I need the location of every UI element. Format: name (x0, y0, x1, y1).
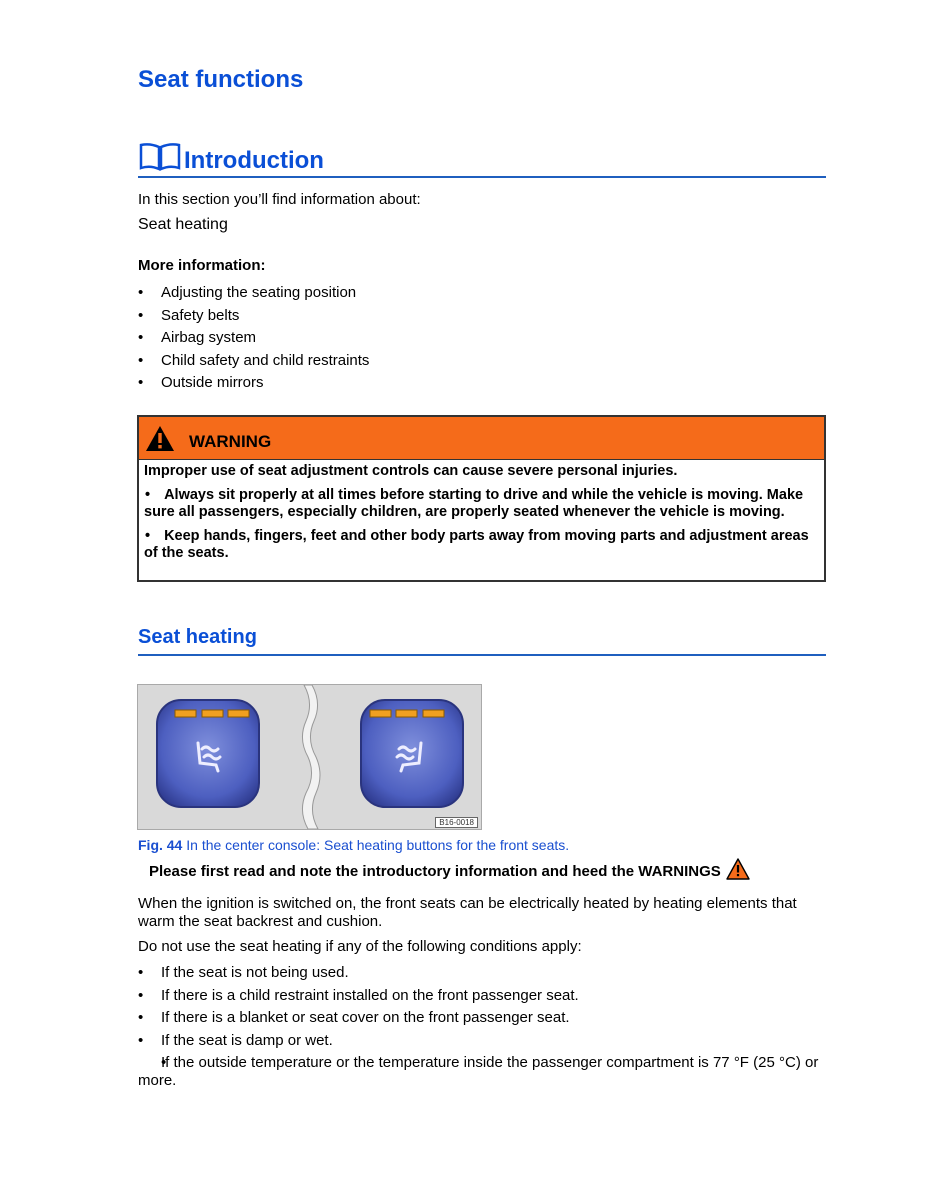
seat-heating-buttons-illustration (138, 685, 481, 829)
list-item[interactable]: • Child safety and child restraints (138, 352, 369, 375)
intro-lead: In this section you’ll find information about: (138, 191, 421, 208)
warning-title: WARNING (189, 432, 272, 451)
list-item: • If there is a child restraint installed on the front passenger seat. (138, 987, 826, 1005)
list-item: • If there is a blanket or seat cover on the front passenger seat. (138, 1009, 826, 1027)
figure-number: Fig. 44 (138, 837, 183, 853)
introduction-heading: Introduction (184, 147, 324, 174)
list-item[interactable]: • Airbag system (138, 329, 369, 352)
list-item[interactable]: • Safety belts (138, 307, 369, 330)
list-item: • If the outside temperature or the temperature inside the passenger compartment is 77 °F (25 °C) or more. (138, 1054, 826, 1090)
warning-box (137, 415, 826, 582)
section-heading-introduction (138, 140, 826, 178)
warning-item: • Always sit properly at all times before starting to drive and while the vehicle is moving. Make sure all passengers, especially children, are properly seated whenever the vehicle is moving. (144, 487, 819, 522)
list-item[interactable]: • Outside mirrors (138, 374, 369, 397)
seat-heating-heading: Seat heating (138, 626, 257, 648)
seat-heating-figure (137, 684, 482, 830)
list-item[interactable]: • Adjusting the seating position (138, 284, 369, 307)
passenger-seat-heating-button[interactable] (361, 700, 463, 807)
intro-topic-link[interactable]: Seat heating (138, 216, 228, 233)
warning-lead: Improper use of seat adjustment controls can cause severe personal injuries. (144, 463, 678, 479)
read-first-note: Please first read and note the introductory information and heed the WARNINGS (149, 863, 750, 880)
seat-heating-para-1: When the ignition is switched on, the front seats can be electrically heated by heating elements that warm the seat backrest and cushion. (138, 895, 797, 930)
figure-caption: Fig. 44 In the center console: Seat heating buttons for the front seats. (138, 837, 570, 853)
more-information-list (138, 284, 369, 397)
driver-seat-heating-button[interactable] (157, 700, 259, 807)
list-item: • If the seat is not being used. (138, 964, 826, 982)
book-icon (138, 141, 184, 173)
warning-header (139, 417, 824, 460)
more-information-label: More information: (138, 257, 266, 274)
section-heading-seat-heating (138, 626, 826, 656)
list-item: • If the seat is damp or wet. (138, 1032, 826, 1050)
warning-item: • Keep hands, fingers, feet and other body parts away from moving parts and adjustment areas of the seats. (144, 528, 819, 563)
warning-triangle-icon (145, 425, 175, 452)
figure-code: B16-0018 (435, 817, 478, 828)
seat-heating-para-2: Do not use the seat heating if any of the following conditions apply: (138, 938, 582, 955)
conditions-list (138, 964, 826, 1090)
page-title: Seat functions (138, 66, 304, 93)
warning-triangle-icon[interactable] (726, 858, 750, 880)
